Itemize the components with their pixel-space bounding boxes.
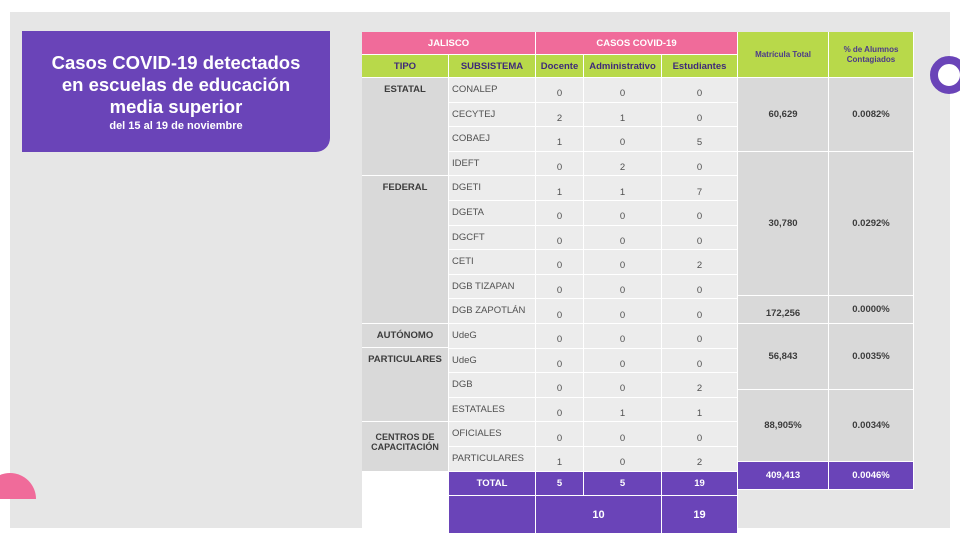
matricula-group-1: 60,629 (738, 78, 829, 152)
estudiantes-cell: 2 (662, 373, 738, 398)
docente-cell: 0 (536, 201, 584, 226)
docente-cell: 0 (536, 398, 584, 423)
administrativo-cell: 0 (584, 422, 662, 447)
subsistema-cell: CETI (449, 250, 536, 275)
administrativo-cell: 0 (584, 447, 662, 472)
percent-group-5: 0.0034% (829, 390, 914, 462)
estudiantes-cell: 0 (662, 422, 738, 447)
administrativo-cell: 0 (584, 373, 662, 398)
tipo-estatal: ESTATAL (362, 78, 449, 176)
estudiantes-cell: 2 (662, 447, 738, 472)
matricula-group-4: 56,843 (738, 324, 829, 390)
matricula-group-3: 172,256 (738, 296, 829, 324)
title-line-3: media superior (109, 96, 243, 117)
docente-cell: 1 (536, 127, 584, 152)
docente-cell: 0 (536, 299, 584, 324)
subsistema-cell: ESTATALES (449, 398, 536, 423)
total-docente: 5 (536, 472, 584, 496)
docente-cell: 0 (536, 324, 584, 349)
header-matricula-total: Matrícula Total (738, 32, 829, 78)
estudiantes-cell: 2 (662, 250, 738, 275)
total-matricula: 409,413 (738, 462, 829, 490)
total-label: TOTAL (449, 472, 536, 496)
administrativo-cell: 1 (584, 398, 662, 423)
administrativo-cell: 0 (584, 201, 662, 226)
estudiantes-cell: 0 (662, 201, 738, 226)
docente-cell: 0 (536, 349, 584, 374)
administrativo-cell: 0 (584, 275, 662, 300)
summary-staff-total: 10 (536, 496, 662, 534)
decorative-ring (930, 56, 960, 94)
administrativo-cell: 2 (584, 152, 662, 177)
percent-group-2: 0.0292% (829, 152, 914, 296)
docente-cell: 0 (536, 275, 584, 300)
title-line-1: Casos COVID-19 detectados (51, 52, 301, 73)
subsistema-cell: UdeG (449, 349, 536, 374)
tipo-centros-capacitacion: CENTROS DE CAPACITACIÓN (362, 422, 449, 472)
administrativo-cell: 0 (584, 226, 662, 251)
matricula-group-5: 88,905% (738, 390, 829, 462)
docente-cell: 0 (536, 78, 584, 103)
administrativo-cell: 0 (584, 250, 662, 275)
subsistema-cell: COBAEJ (449, 127, 536, 152)
subsistema-cell: DGETA (449, 201, 536, 226)
percent-group-1: 0.0082% (829, 78, 914, 152)
total-administrativo: 5 (584, 472, 662, 496)
subsistema-cell: PARTICULARES (449, 447, 536, 472)
subsistema-cell: IDEFT (449, 152, 536, 177)
summary-empty-cell (362, 496, 449, 534)
summary-students-total: 19 (662, 496, 738, 534)
docente-cell: 1 (536, 176, 584, 201)
subsistema-cell: DGB ZAPOTLÁN (449, 299, 536, 324)
estudiantes-cell: 0 (662, 324, 738, 349)
total-percent: 0.0046% (829, 462, 914, 490)
docente-cell: 2 (536, 103, 584, 128)
header-estudiantes: Estudiantes (662, 55, 738, 78)
estudiantes-cell: 0 (662, 152, 738, 177)
subsistema-cell: DGB TIZAPAN (449, 275, 536, 300)
header-covid-cases: CASOS COVID-19 (536, 32, 738, 55)
administrativo-cell: 0 (584, 127, 662, 152)
title-box (22, 31, 330, 152)
subsistema-cell: OFICIALES (449, 422, 536, 447)
administrativo-cell: 0 (584, 299, 662, 324)
docente-cell: 0 (536, 373, 584, 398)
title-line-2: en escuelas de educación (61, 74, 291, 95)
matricula-group-2: 30,780 (738, 152, 829, 296)
subsistema-cell: UdeG (449, 324, 536, 349)
estudiantes-cell: 0 (662, 226, 738, 251)
tipo-particulares: PARTICULARES (362, 348, 449, 422)
header-percent-infected: % de Alumnos Contagiados (829, 32, 914, 78)
docente-cell: 0 (536, 250, 584, 275)
docente-cell: 0 (536, 152, 584, 177)
subsistema-cell: DGCFT (449, 226, 536, 251)
tipo-autonomo: AUTÓNOMO (362, 324, 449, 348)
header-tipo: TIPO (362, 55, 449, 78)
estudiantes-cell: 7 (662, 176, 738, 201)
estudiantes-cell: 5 (662, 127, 738, 152)
percent-group-4: 0.0035% (829, 324, 914, 390)
summary-blank (449, 496, 536, 534)
header-administrativo: Administrativo (584, 55, 662, 78)
title-subtitle: del 15 al 19 de noviembre (109, 120, 243, 132)
total-empty-cell (362, 472, 449, 496)
estudiantes-cell: 0 (662, 349, 738, 374)
estudiantes-cell: 0 (662, 78, 738, 103)
total-estudiantes: 19 (662, 472, 738, 496)
tipo-federal: FEDERAL (362, 176, 449, 324)
header-subsistema: SUBSISTEMA (449, 55, 536, 78)
estudiantes-cell: 0 (662, 103, 738, 128)
subsistema-cell: DGB (449, 373, 536, 398)
estudiantes-cell: 0 (662, 275, 738, 300)
header-docente: Docente (536, 55, 584, 78)
administrativo-cell: 0 (584, 324, 662, 349)
estudiantes-cell: 0 (662, 299, 738, 324)
docente-cell: 0 (536, 226, 584, 251)
subsistema-cell: DGETI (449, 176, 536, 201)
docente-cell: 1 (536, 447, 584, 472)
administrativo-cell: 1 (584, 176, 662, 201)
subsistema-cell: CONALEP (449, 78, 536, 103)
subsistema-cell: CECYTEJ (449, 103, 536, 128)
header-jalisco: JALISCO (362, 32, 536, 55)
administrativo-cell: 0 (584, 78, 662, 103)
administrativo-cell: 0 (584, 349, 662, 374)
percent-group-3: 0.0000% (829, 296, 914, 324)
docente-cell: 0 (536, 422, 584, 447)
administrativo-cell: 1 (584, 103, 662, 128)
estudiantes-cell: 1 (662, 398, 738, 423)
